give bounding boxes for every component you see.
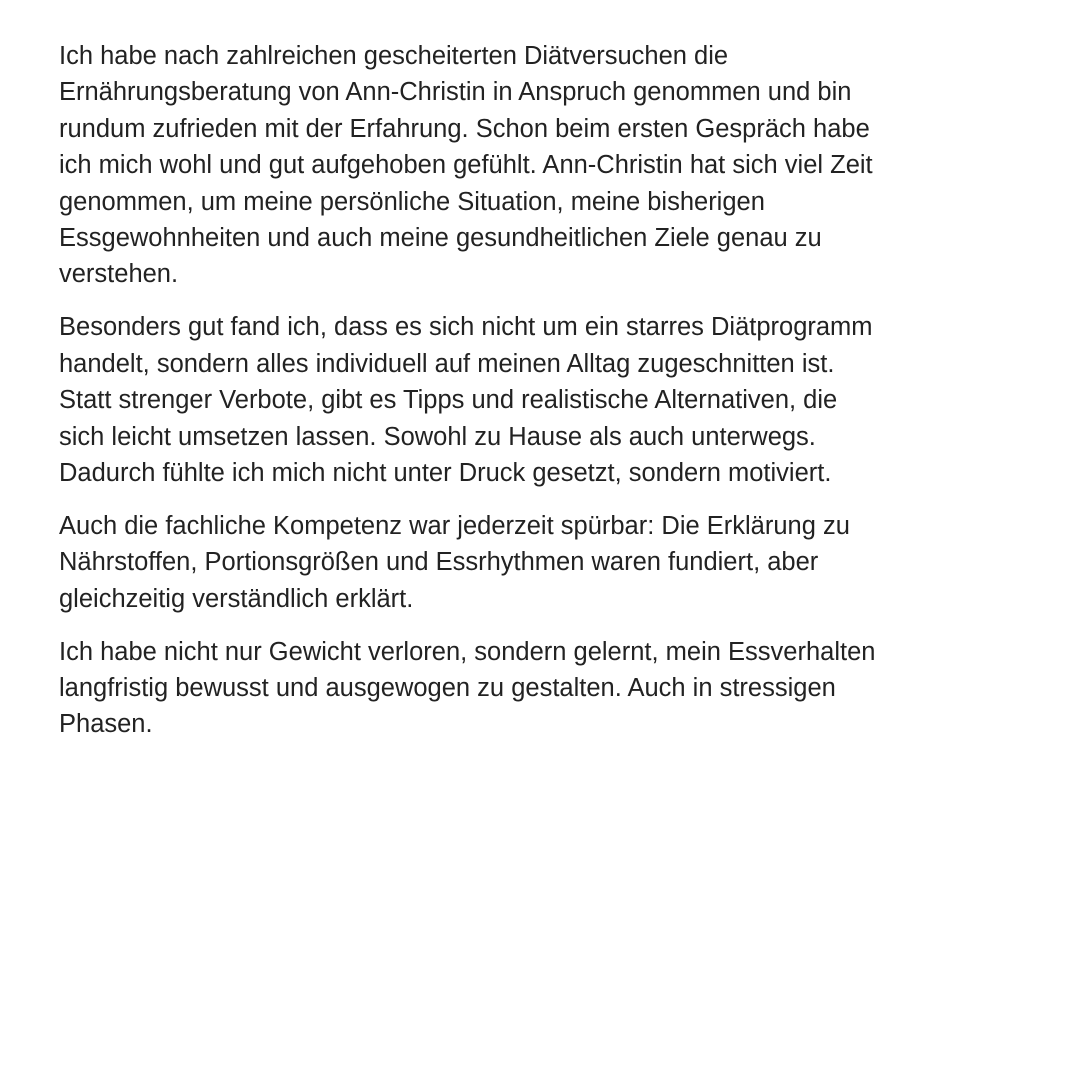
text-line: Ernährungsberatung von Ann-Christin in Anspruch genommen und bin xyxy=(59,78,852,107)
text-line: Ich habe nach zahlreichen gescheiterten Diätversuchen die xyxy=(59,42,729,70)
text-line: Statt strenger Verbote, gibt es Tipps und realistische Alternativen, die xyxy=(59,386,838,415)
text-line: rundum zufrieden mit der Erfahrung. Schon beim ersten Gespräch habe xyxy=(59,114,870,143)
text-line: Nährstoffen, Portionsgrößen und Essrhythmen waren fundiert, aber xyxy=(59,548,819,577)
text-line: handelt, sondern alles individuell auf meinen Alltag zugeschnitten ist. xyxy=(59,349,835,378)
paragraph-4 xyxy=(59,634,1010,743)
text-line: Phasen. xyxy=(59,710,153,739)
text-line: Essgewohnheiten und auch meine gesundheitlichen Ziele genau zu xyxy=(59,224,822,253)
paragraph-2 xyxy=(59,309,1010,491)
paragraph-3 xyxy=(59,508,1010,617)
text-line: verstehen. xyxy=(59,260,179,289)
text-line: genommen, um meine persönliche Situation, meine bisherigen xyxy=(59,187,765,216)
text-line: Ich habe nicht nur Gewicht verloren, sondern gelernt, mein Essverhalten xyxy=(59,637,876,666)
text-line: Auch die fachliche Kompetenz war jederzeit spürbar: Die Erklärung zu xyxy=(59,511,850,540)
text-line: ich mich wohl und gut aufgehoben gefühlt. Ann-Christin hat sich viel Zeit xyxy=(59,151,873,180)
text-line: langfristig bewusst und ausgewogen zu gestalten. Auch in stressigen xyxy=(59,674,836,702)
text-line: sich leicht umsetzen lassen. Sowohl zu Hause als auch unterwegs. xyxy=(59,422,816,451)
paragraph-1 xyxy=(59,38,1010,293)
text-line: Besonders gut fand ich, dass es sich nicht um ein starres Diätprogramm xyxy=(59,313,873,342)
text-line: Dadurch fühlte ich mich nicht unter Druck gesetzt, sondern motiviert. xyxy=(59,458,832,487)
text-line: gleichzeitig verständlich erklärt. xyxy=(59,584,414,613)
